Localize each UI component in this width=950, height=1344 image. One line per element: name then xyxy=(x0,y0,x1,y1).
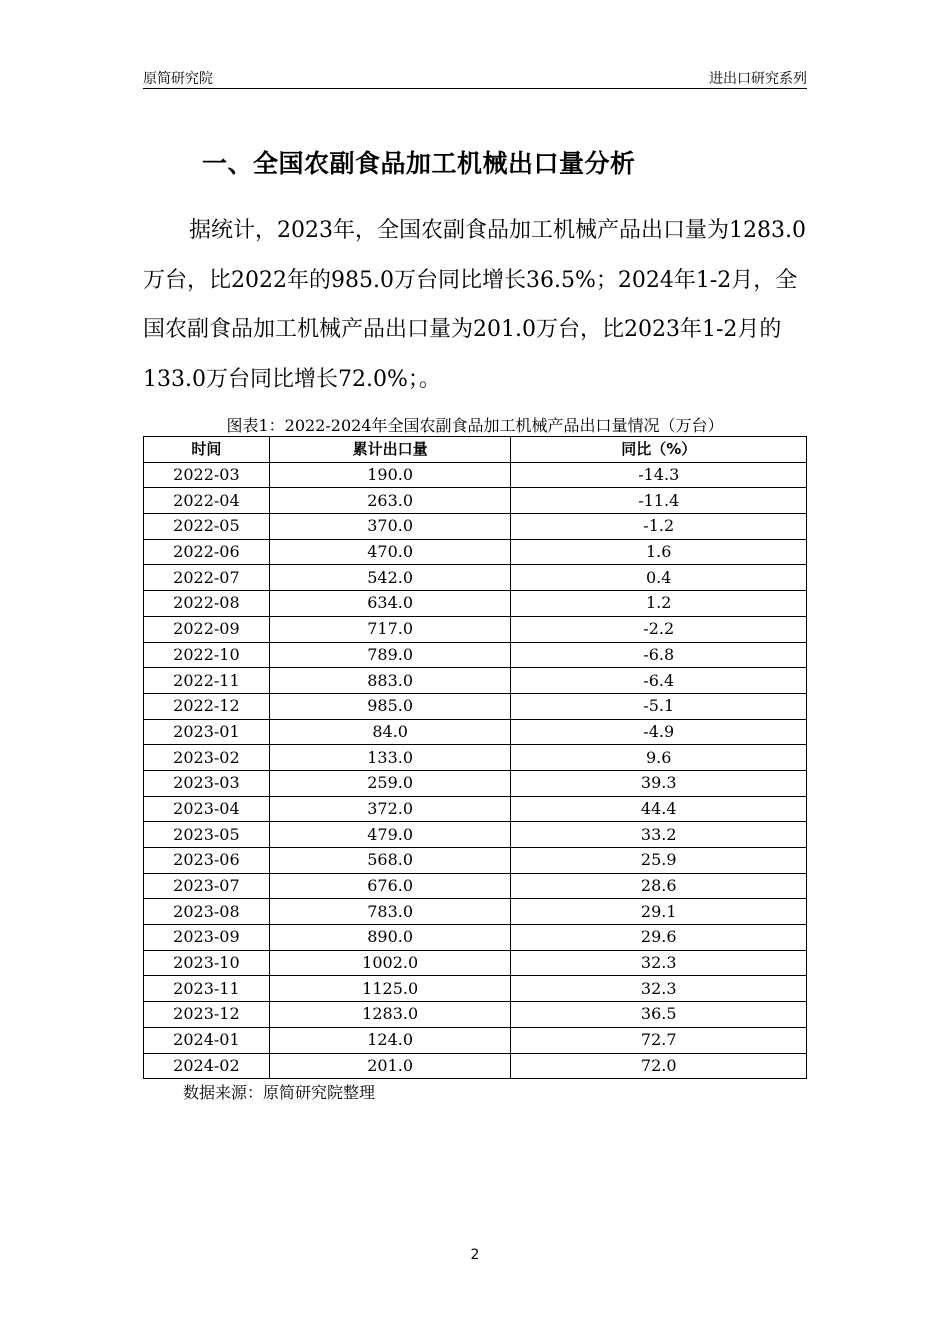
cell-cumulative-export: 124.0 xyxy=(269,1027,511,1053)
table-row xyxy=(144,976,807,1002)
table-row xyxy=(144,950,807,976)
table-row xyxy=(144,539,807,565)
cell-time: 2023-02 xyxy=(144,745,270,771)
cell-time: 2023-08 xyxy=(144,899,270,925)
cell-cumulative-export: 985.0 xyxy=(269,693,511,719)
table-row xyxy=(144,848,807,874)
cell-cumulative-export: 542.0 xyxy=(269,565,511,591)
cell-yoy: 29.6 xyxy=(511,925,807,951)
table-body xyxy=(144,462,807,1079)
cell-time: 2022-07 xyxy=(144,565,270,591)
table-row xyxy=(144,796,807,822)
cell-yoy: 1.2 xyxy=(511,591,807,617)
cell-time: 2023-04 xyxy=(144,796,270,822)
cell-yoy: -14.3 xyxy=(511,462,807,488)
cell-cumulative-export: 568.0 xyxy=(269,848,511,874)
table-row xyxy=(144,1027,807,1053)
export-volume-table xyxy=(143,436,807,1079)
table-row xyxy=(144,925,807,951)
cell-time: 2024-02 xyxy=(144,1053,270,1079)
cell-yoy: -11.4 xyxy=(511,488,807,514)
cell-yoy: -2.2 xyxy=(511,616,807,642)
table-row xyxy=(144,1053,807,1079)
cell-yoy: 32.3 xyxy=(511,976,807,1002)
section-title: 一、全国农副食品加工机械出口量分析 xyxy=(202,149,636,178)
table-row xyxy=(144,745,807,771)
column-header-cumulative-export: 累计出口量 xyxy=(269,437,511,463)
table-row xyxy=(144,616,807,642)
cell-time: 2023-09 xyxy=(144,925,270,951)
cell-cumulative-export: 717.0 xyxy=(269,616,511,642)
cell-yoy: 39.3 xyxy=(511,770,807,796)
cell-yoy: 9.6 xyxy=(511,745,807,771)
header-org-name: 原简研究院 xyxy=(143,71,213,87)
cell-yoy: 72.7 xyxy=(511,1027,807,1053)
cell-time: 2022-11 xyxy=(144,668,270,694)
cell-time: 2022-04 xyxy=(144,488,270,514)
cell-yoy: 29.1 xyxy=(511,899,807,925)
cell-yoy: 36.5 xyxy=(511,1002,807,1028)
cell-time: 2023-01 xyxy=(144,719,270,745)
table-row xyxy=(144,668,807,694)
table-row xyxy=(144,822,807,848)
cell-cumulative-export: 259.0 xyxy=(269,770,511,796)
cell-time: 2022-08 xyxy=(144,591,270,617)
cell-yoy: -6.8 xyxy=(511,642,807,668)
column-header-time: 时间 xyxy=(144,437,270,463)
cell-cumulative-export: 1002.0 xyxy=(269,950,511,976)
cell-yoy: -1.2 xyxy=(511,514,807,540)
cell-time: 2023-05 xyxy=(144,822,270,848)
table-header-row xyxy=(144,437,807,463)
table-row xyxy=(144,873,807,899)
table-row xyxy=(144,1002,807,1028)
cell-time: 2022-12 xyxy=(144,693,270,719)
cell-cumulative-export: 133.0 xyxy=(269,745,511,771)
cell-yoy: -5.1 xyxy=(511,693,807,719)
cell-cumulative-export: 676.0 xyxy=(269,873,511,899)
table-row xyxy=(144,899,807,925)
cell-yoy: -6.4 xyxy=(511,668,807,694)
body-paragraph: 据统计，2023年，全国农副食品加工机械产品出口量为1283.0万台，比2022年的985.0万台同比增长36.5%；2024年1-2月，全国农副食品加工机械产品出口量为201.0万台，比2023年1-2月的133.0万台同比增长72.0%；。 xyxy=(143,218,806,392)
cell-cumulative-export: 789.0 xyxy=(269,642,511,668)
cell-yoy: 25.9 xyxy=(511,848,807,874)
cell-yoy: 28.6 xyxy=(511,873,807,899)
table-row xyxy=(144,693,807,719)
data-source-note: 数据来源：原简研究院整理 xyxy=(183,1083,376,1102)
cell-cumulative-export: 883.0 xyxy=(269,668,511,694)
page-header xyxy=(143,66,807,89)
cell-yoy: 1.6 xyxy=(511,539,807,565)
page-number: 2 xyxy=(470,1247,480,1263)
cell-time: 2023-06 xyxy=(144,848,270,874)
table-row xyxy=(144,591,807,617)
cell-cumulative-export: 479.0 xyxy=(269,822,511,848)
table-row xyxy=(144,770,807,796)
cell-yoy: -4.9 xyxy=(511,719,807,745)
cell-cumulative-export: 783.0 xyxy=(269,899,511,925)
cell-cumulative-export: 190.0 xyxy=(269,462,511,488)
cell-yoy: 0.4 xyxy=(511,565,807,591)
cell-cumulative-export: 470.0 xyxy=(269,539,511,565)
cell-time: 2023-07 xyxy=(144,873,270,899)
cell-cumulative-export: 84.0 xyxy=(269,719,511,745)
cell-time: 2024-01 xyxy=(144,1027,270,1053)
cell-time: 2023-12 xyxy=(144,1002,270,1028)
cell-time: 2022-09 xyxy=(144,616,270,642)
cell-time: 2022-03 xyxy=(144,462,270,488)
cell-time: 2023-10 xyxy=(144,950,270,976)
cell-time: 2022-06 xyxy=(144,539,270,565)
table-row xyxy=(144,462,807,488)
table-row xyxy=(144,719,807,745)
cell-cumulative-export: 370.0 xyxy=(269,514,511,540)
body-paragraph-block xyxy=(143,206,807,404)
cell-cumulative-export: 634.0 xyxy=(269,591,511,617)
cell-time: 2022-10 xyxy=(144,642,270,668)
cell-yoy: 72.0 xyxy=(511,1053,807,1079)
cell-cumulative-export: 263.0 xyxy=(269,488,511,514)
cell-time: 2023-03 xyxy=(144,770,270,796)
table-row xyxy=(144,642,807,668)
column-header-yoy: 同比（%） xyxy=(511,437,807,463)
cell-cumulative-export: 890.0 xyxy=(269,925,511,951)
cell-time: 2023-11 xyxy=(144,976,270,1002)
table-row xyxy=(144,565,807,591)
cell-yoy: 44.4 xyxy=(511,796,807,822)
cell-cumulative-export: 1125.0 xyxy=(269,976,511,1002)
cell-time: 2022-05 xyxy=(144,514,270,540)
table-row xyxy=(144,514,807,540)
cell-yoy: 32.3 xyxy=(511,950,807,976)
header-series-name: 进出口研究系列 xyxy=(709,71,807,87)
table-row xyxy=(144,488,807,514)
cell-cumulative-export: 372.0 xyxy=(269,796,511,822)
table-caption: 图表1：2022-2024年全国农副食品加工机械产品出口量情况（万台） xyxy=(226,416,724,435)
cell-cumulative-export: 1283.0 xyxy=(269,1002,511,1028)
cell-cumulative-export: 201.0 xyxy=(269,1053,511,1079)
cell-yoy: 33.2 xyxy=(511,822,807,848)
